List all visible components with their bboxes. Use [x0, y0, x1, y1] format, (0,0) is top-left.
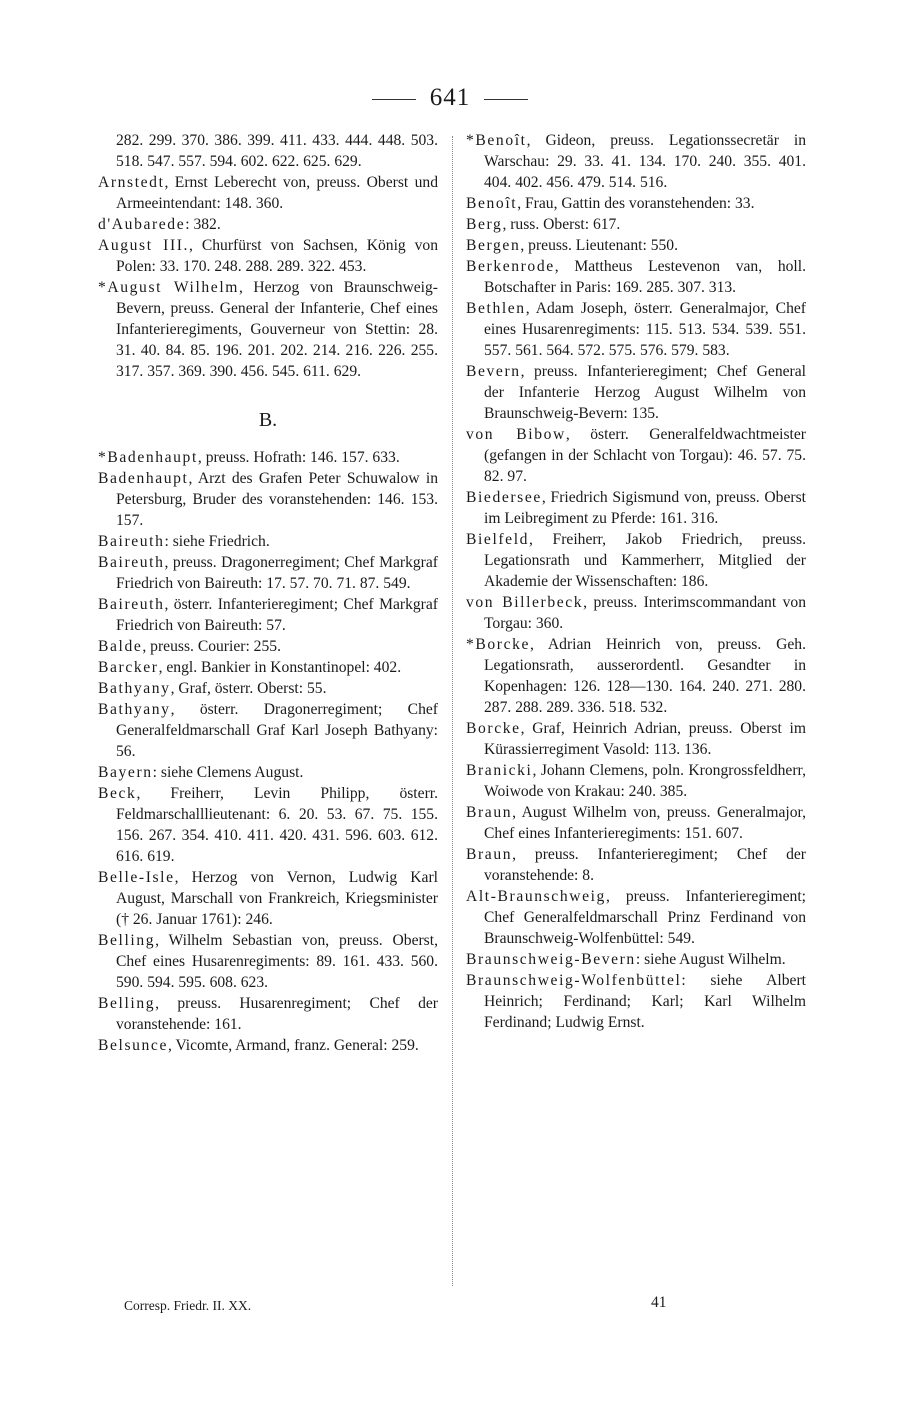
entry-text: , Churfürst von Sachsen, König von Polen: 33. 170. 248. 288. 289. 322. 453.: [116, 237, 438, 275]
entry-headword: Alt-Braunschweig: [466, 888, 606, 905]
entry-headword: Branicki: [466, 762, 533, 779]
entry-text: , Herzog von Braunschweig-Bevern, preuss. General der Infanterie, Chef eines Infanterieregiments, Gouverneur von Stettin: 28. 31. 40. 84. 85. 196. 201. 202. 214. 216. 226. 255. 317. 357. 369. 390. 456. 545. 611. 629.: [116, 279, 438, 380]
entry-headword: *Borcke: [466, 636, 531, 653]
footer-signature: 41: [651, 1294, 667, 1311]
entry-headword: Bayern: [98, 764, 153, 781]
entry-text: , Vicomte, Armand, franz. General: 259.: [167, 1037, 419, 1054]
entry-headword: August III.: [98, 237, 190, 254]
index-entry: [98, 993, 438, 1035]
entry-text: , preuss. Dragonerregiment; Chef Markgraf Friedrich von Baireuth: 17. 57. 70. 71. 87. 549.: [116, 554, 438, 592]
entry-text: : 382.: [185, 216, 221, 233]
entry-text: , preuss. Husarenregiment; Chef der voranstehende: 161.: [116, 995, 438, 1033]
entry-headword: Belsunce: [98, 1037, 168, 1054]
entry-headword: Belle-Isle: [98, 869, 175, 886]
index-entry: [466, 886, 806, 949]
entry-headword: Baireuth: [98, 554, 165, 571]
index-entry: [98, 235, 438, 277]
index-entry: [466, 592, 806, 634]
index-entry: [466, 235, 806, 256]
entry-headword: Bethlen: [466, 300, 526, 317]
left-entries-b: [98, 447, 438, 1056]
entry-headword: *Badenhaupt: [98, 449, 198, 466]
entry-text: , Adam Joseph, österr. Generalmajor, Chef eines Husarenregiments: 115. 513. 534. 539. 551. 557. 561. 564. 572. 575. 576. 579. 583.: [484, 300, 806, 359]
column-divider: [452, 136, 453, 1286]
entry-text: 282. 299. 370. 386. 399. 411. 433. 444. 448. 503. 518. 547. 557. 594. 602. 622. 625. 629.: [116, 132, 438, 170]
entry-headword: Bathyany: [98, 680, 171, 697]
entry-headword: Belling: [98, 995, 156, 1012]
entry-headword: Bathyany: [98, 701, 171, 718]
entry-text: , engl. Bankier in Konstantinopel: 402.: [158, 659, 402, 676]
index-entry: [466, 193, 806, 214]
entry-text: , Wilhelm Sebastian von, preuss. Oberst, Chef eines Husarenregiments: 89. 161. 433. 560. 590. 594. 595. 608. 623.: [116, 932, 438, 991]
entry-headword: von Bibow: [466, 426, 566, 443]
entry-text: : siehe Clemens August.: [152, 764, 304, 781]
entry-text: , österr. Generalfeldwachtmeister (gefangen in der Schlacht von Torgau): 46. 57. 75. 82. 97.: [484, 426, 807, 485]
footer-source: Corresp. Friedr. II. XX.: [124, 1298, 252, 1313]
entry-headword: von Billerbeck: [466, 594, 584, 611]
entry-headword: Biedersee: [466, 489, 542, 506]
entry-text: : siehe Friedrich.: [164, 533, 270, 550]
index-entry: [98, 277, 438, 382]
right-entries: [466, 130, 806, 1033]
index-entry: [466, 634, 806, 718]
index-entry: [466, 718, 806, 760]
entry-headword: Bielfeld: [466, 531, 530, 548]
entry-text: , preuss. Infanterieregiment; Chef Generalfeldmarschall Prinz Ferdinand von Braunschweig-Wolfenbüttel: 549.: [484, 888, 806, 947]
entry-text: , Graf, Heinrich Adrian, preuss. Oberst im Kürassierregiment Vasold: 113. 136.: [484, 720, 806, 758]
index-entry: [98, 762, 438, 783]
index-entry: [466, 970, 806, 1033]
entry-text: , preuss. Lieutenant: 550.: [520, 237, 678, 254]
index-entry: [98, 130, 438, 172]
entry-text: , August Wilhelm von, preuss. Generalmajor, Chef eines Infanterieregiments: 151. 607.: [484, 804, 806, 842]
index-entry: [98, 594, 438, 636]
index-entry: [466, 424, 806, 487]
entry-text: , Frau, Gattin des voranstehenden: 33.: [517, 195, 755, 212]
left-column: [98, 130, 438, 1056]
index-entry: [466, 361, 806, 424]
entry-headword: Borcke: [466, 720, 521, 737]
entry-headword: *August Wilhelm: [98, 279, 239, 296]
index-entry: [98, 214, 438, 235]
entry-text: , Graf, österr. Oberst: 55.: [170, 680, 327, 697]
entry-text: , preuss. Courier: 255.: [142, 638, 281, 655]
entry-text: , Friedrich Sigismund von, preuss. Oberst im Leibregiment zu Pferde: 161. 316.: [484, 489, 806, 527]
entry-text: : siehe August Wilhelm.: [635, 951, 786, 968]
index-entry: [98, 172, 438, 214]
entry-headword: Belling: [98, 932, 156, 949]
entry-headword: Braunschweig-Wolfenbüttel: [466, 972, 682, 989]
entry-text: , preuss. Hofrath: 146. 157. 633.: [197, 449, 400, 466]
index-entry: [466, 760, 806, 802]
entry-headword: Braun: [466, 846, 513, 863]
header-dash-right: [484, 99, 528, 100]
index-entry: [98, 867, 438, 930]
section-letter-b: B.: [258, 409, 278, 431]
index-entry: [98, 447, 438, 468]
entry-text: , Freiherr, Levin Philipp, österr. Feldmarschalllieutenant: 6. 20. 53. 67. 75. 155. 156. 267. 354. 410. 411. 420. 431. 596. 603. 612. 616. 619.: [116, 785, 438, 865]
entry-text: , österr. Dragonerregiment; Chef Generalfeldmarschall Graf Karl Joseph Bathyany: 56.: [116, 701, 438, 760]
index-entry: [466, 802, 806, 844]
entry-headword: Baireuth: [98, 596, 165, 613]
index-entry: [98, 678, 438, 699]
index-entry: [466, 529, 806, 592]
entry-headword: Braunschweig-Bevern: [466, 951, 636, 968]
entry-text: , Gideon, preuss. Legationssecretär in Warschau: 29. 33. 41. 134. 170. 240. 355. 401. 404. 402. 456. 479. 514. 516.: [484, 132, 806, 191]
index-entry: [98, 1035, 438, 1056]
entry-headword: Arnstedt: [98, 174, 165, 191]
entry-text: , russ. Oberst: 617.: [502, 216, 621, 233]
index-entry: [98, 531, 438, 552]
entry-headword: Berg: [466, 216, 503, 233]
entry-text: : siehe Albert Heinrich; Ferdinand; Karl; Karl Wilhelm Ferdinand; Ludwig Ernst.: [484, 972, 806, 1031]
entry-text: , preuss. Interimscommandant von Torgau: 360.: [484, 594, 806, 632]
entry-headword: Barcker: [98, 659, 159, 676]
index-entry: [98, 468, 438, 531]
entry-text: , Ernst Leberecht von, preuss. Oberst und Armeeintendant: 148. 360.: [116, 174, 438, 212]
entry-headword: Braun: [466, 804, 513, 821]
entry-headword: Baireuth: [98, 533, 165, 550]
entry-headword: *Benoît: [466, 132, 527, 149]
entry-text: , Herzog von Vernon, Ludwig Karl August, Marschall von Frankreich, Kriegsminister († 26. Januar 1761): 246.: [116, 869, 438, 928]
entry-headword: Bevern: [466, 363, 521, 380]
index-entry: [466, 256, 806, 298]
entry-headword: d'Aubarede: [98, 216, 186, 233]
left-entries: [98, 130, 438, 382]
index-entry: [466, 949, 806, 970]
index-entry: [466, 844, 806, 886]
index-entry: [98, 552, 438, 594]
entry-text: , Freiherr, Jakob Friedrich, preuss. Legationsrath und Kammerherr, Mitglied der Akademie der Wissenschaften: 186.: [484, 531, 806, 590]
index-entry: [466, 130, 806, 193]
index-entry: [98, 783, 438, 867]
entry-text: , preuss. Infanterieregiment; Chef der voranstehende: 8.: [484, 846, 806, 884]
entry-headword: Benoît: [466, 195, 518, 212]
entry-headword: Berkenrode: [466, 258, 555, 275]
entry-text: , Mattheus Lestevenon van, holl. Botschafter in Paris: 169. 285. 307. 313.: [484, 258, 806, 296]
entry-text: , österr. Infanterieregiment; Chef Markgraf Friedrich von Baireuth: 57.: [116, 596, 438, 634]
entry-text: , Adrian Heinrich von, preuss. Geh. Legationsrath, ausserordentl. Gesandter in Kopenhagen: 126. 128—130. 164. 240. 271. 280. 287. 288. 289. 336. 518. 532.: [484, 636, 806, 716]
header-dash-left: [372, 99, 416, 100]
entry-headword: Badenhaupt: [98, 470, 189, 487]
entry-headword: Beck: [98, 785, 137, 802]
right-column: [466, 130, 806, 1033]
index-entry: [466, 214, 806, 235]
entry-text: , preuss. Infanterieregiment; Chef General der Infanterie Herzog August Wilhelm von Braunschweig-Bevern: 135.: [484, 363, 806, 422]
index-entry: [98, 699, 438, 762]
page-header: [0, 84, 900, 112]
index-entry: [466, 487, 806, 529]
index-entry: [98, 930, 438, 993]
index-entry: [466, 298, 806, 361]
entry-text: , Arzt des Grafen Peter Schuwalow in Petersburg, Bruder des voranstehenden: 146. 153. 157.: [116, 470, 438, 529]
page-number: 641: [429, 84, 471, 111]
index-entry: [98, 636, 438, 657]
index-entry: [98, 657, 438, 678]
entry-headword: Balde: [98, 638, 143, 655]
entry-text: , Johann Clemens, poln. Krongrossfeldherr, Woiwode von Krakau: 240. 385.: [484, 762, 806, 800]
entry-headword: Bergen: [466, 237, 521, 254]
